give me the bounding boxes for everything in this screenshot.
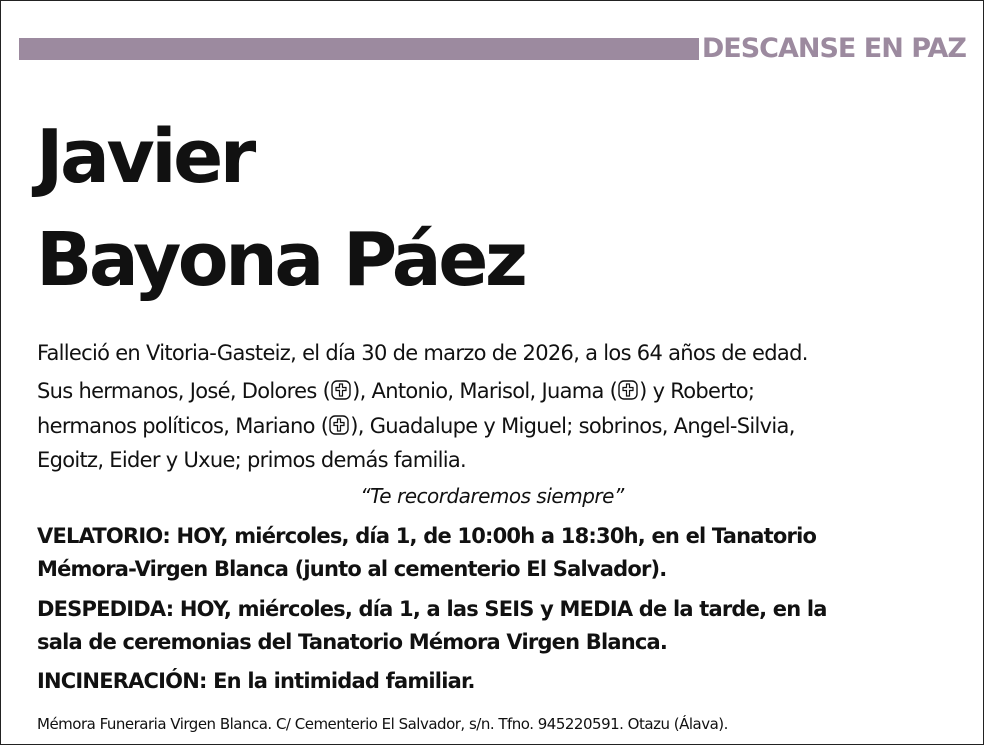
despedida-line-1: DESPEDIDA: HOY, miércoles, día 1, a las SEIS y MEDIA de la tarde, en la bbox=[37, 597, 827, 621]
memorial-quote: “Te recordaremos siempre” bbox=[360, 484, 624, 508]
family-text-6: Egoitz, Eider y Uxue; primos demás familia. bbox=[37, 448, 467, 472]
family-text-5: ), Guadalupe y Miguel; sobrinos, Angel-Silvia, bbox=[350, 413, 795, 438]
death-line: Falleció en Vitoria-Gasteiz, el día 30 de marzo de 2026, a los 64 años de edad. bbox=[37, 341, 808, 365]
cross-in-circle-icon bbox=[617, 379, 639, 401]
despedida-info bbox=[37, 593, 967, 659]
deceased-surnames: Bayona Páez bbox=[36, 217, 525, 303]
family-text-1: Sus hermanos, José, Dolores ( bbox=[37, 379, 331, 403]
funeral-home-footer: Mémora Funeraria Virgen Blanca. C/ Cementerio El Salvador, s/n. Tfno. 945220591. Otazu (Álava). bbox=[37, 715, 728, 733]
incineracion-line: INCINERACIÓN: En la intimidad familiar. bbox=[37, 669, 475, 693]
family-list bbox=[37, 374, 957, 478]
header-label: DESCANSE EN PAZ bbox=[701, 33, 966, 64]
velatorio-line-2: Mémora-Virgen Blanca (junto al cementerio El Salvador). bbox=[37, 557, 667, 581]
velatorio-info bbox=[37, 520, 967, 586]
family-text-3: ) y Roberto; bbox=[639, 379, 755, 403]
cross-in-circle-icon bbox=[330, 379, 352, 401]
family-text-4: hermanos políticos, Mariano ( bbox=[37, 413, 329, 438]
incineracion-info bbox=[37, 665, 967, 698]
header-bar bbox=[19, 38, 699, 60]
family-text-2: ), Antonio, Marisol, Juama ( bbox=[352, 379, 618, 403]
despedida-line-2: sala de ceremonias del Tanatorio Mémora Virgen Blanca. bbox=[37, 630, 668, 654]
deceased-first-name: Javier bbox=[36, 114, 253, 200]
velatorio-line-1: VELATORIO: HOY, miércoles, día 1, de 10:00h a 18:30h, en el Tanatorio bbox=[37, 524, 817, 548]
death-announcement bbox=[37, 336, 957, 370]
cross-in-circle-icon bbox=[328, 414, 350, 436]
